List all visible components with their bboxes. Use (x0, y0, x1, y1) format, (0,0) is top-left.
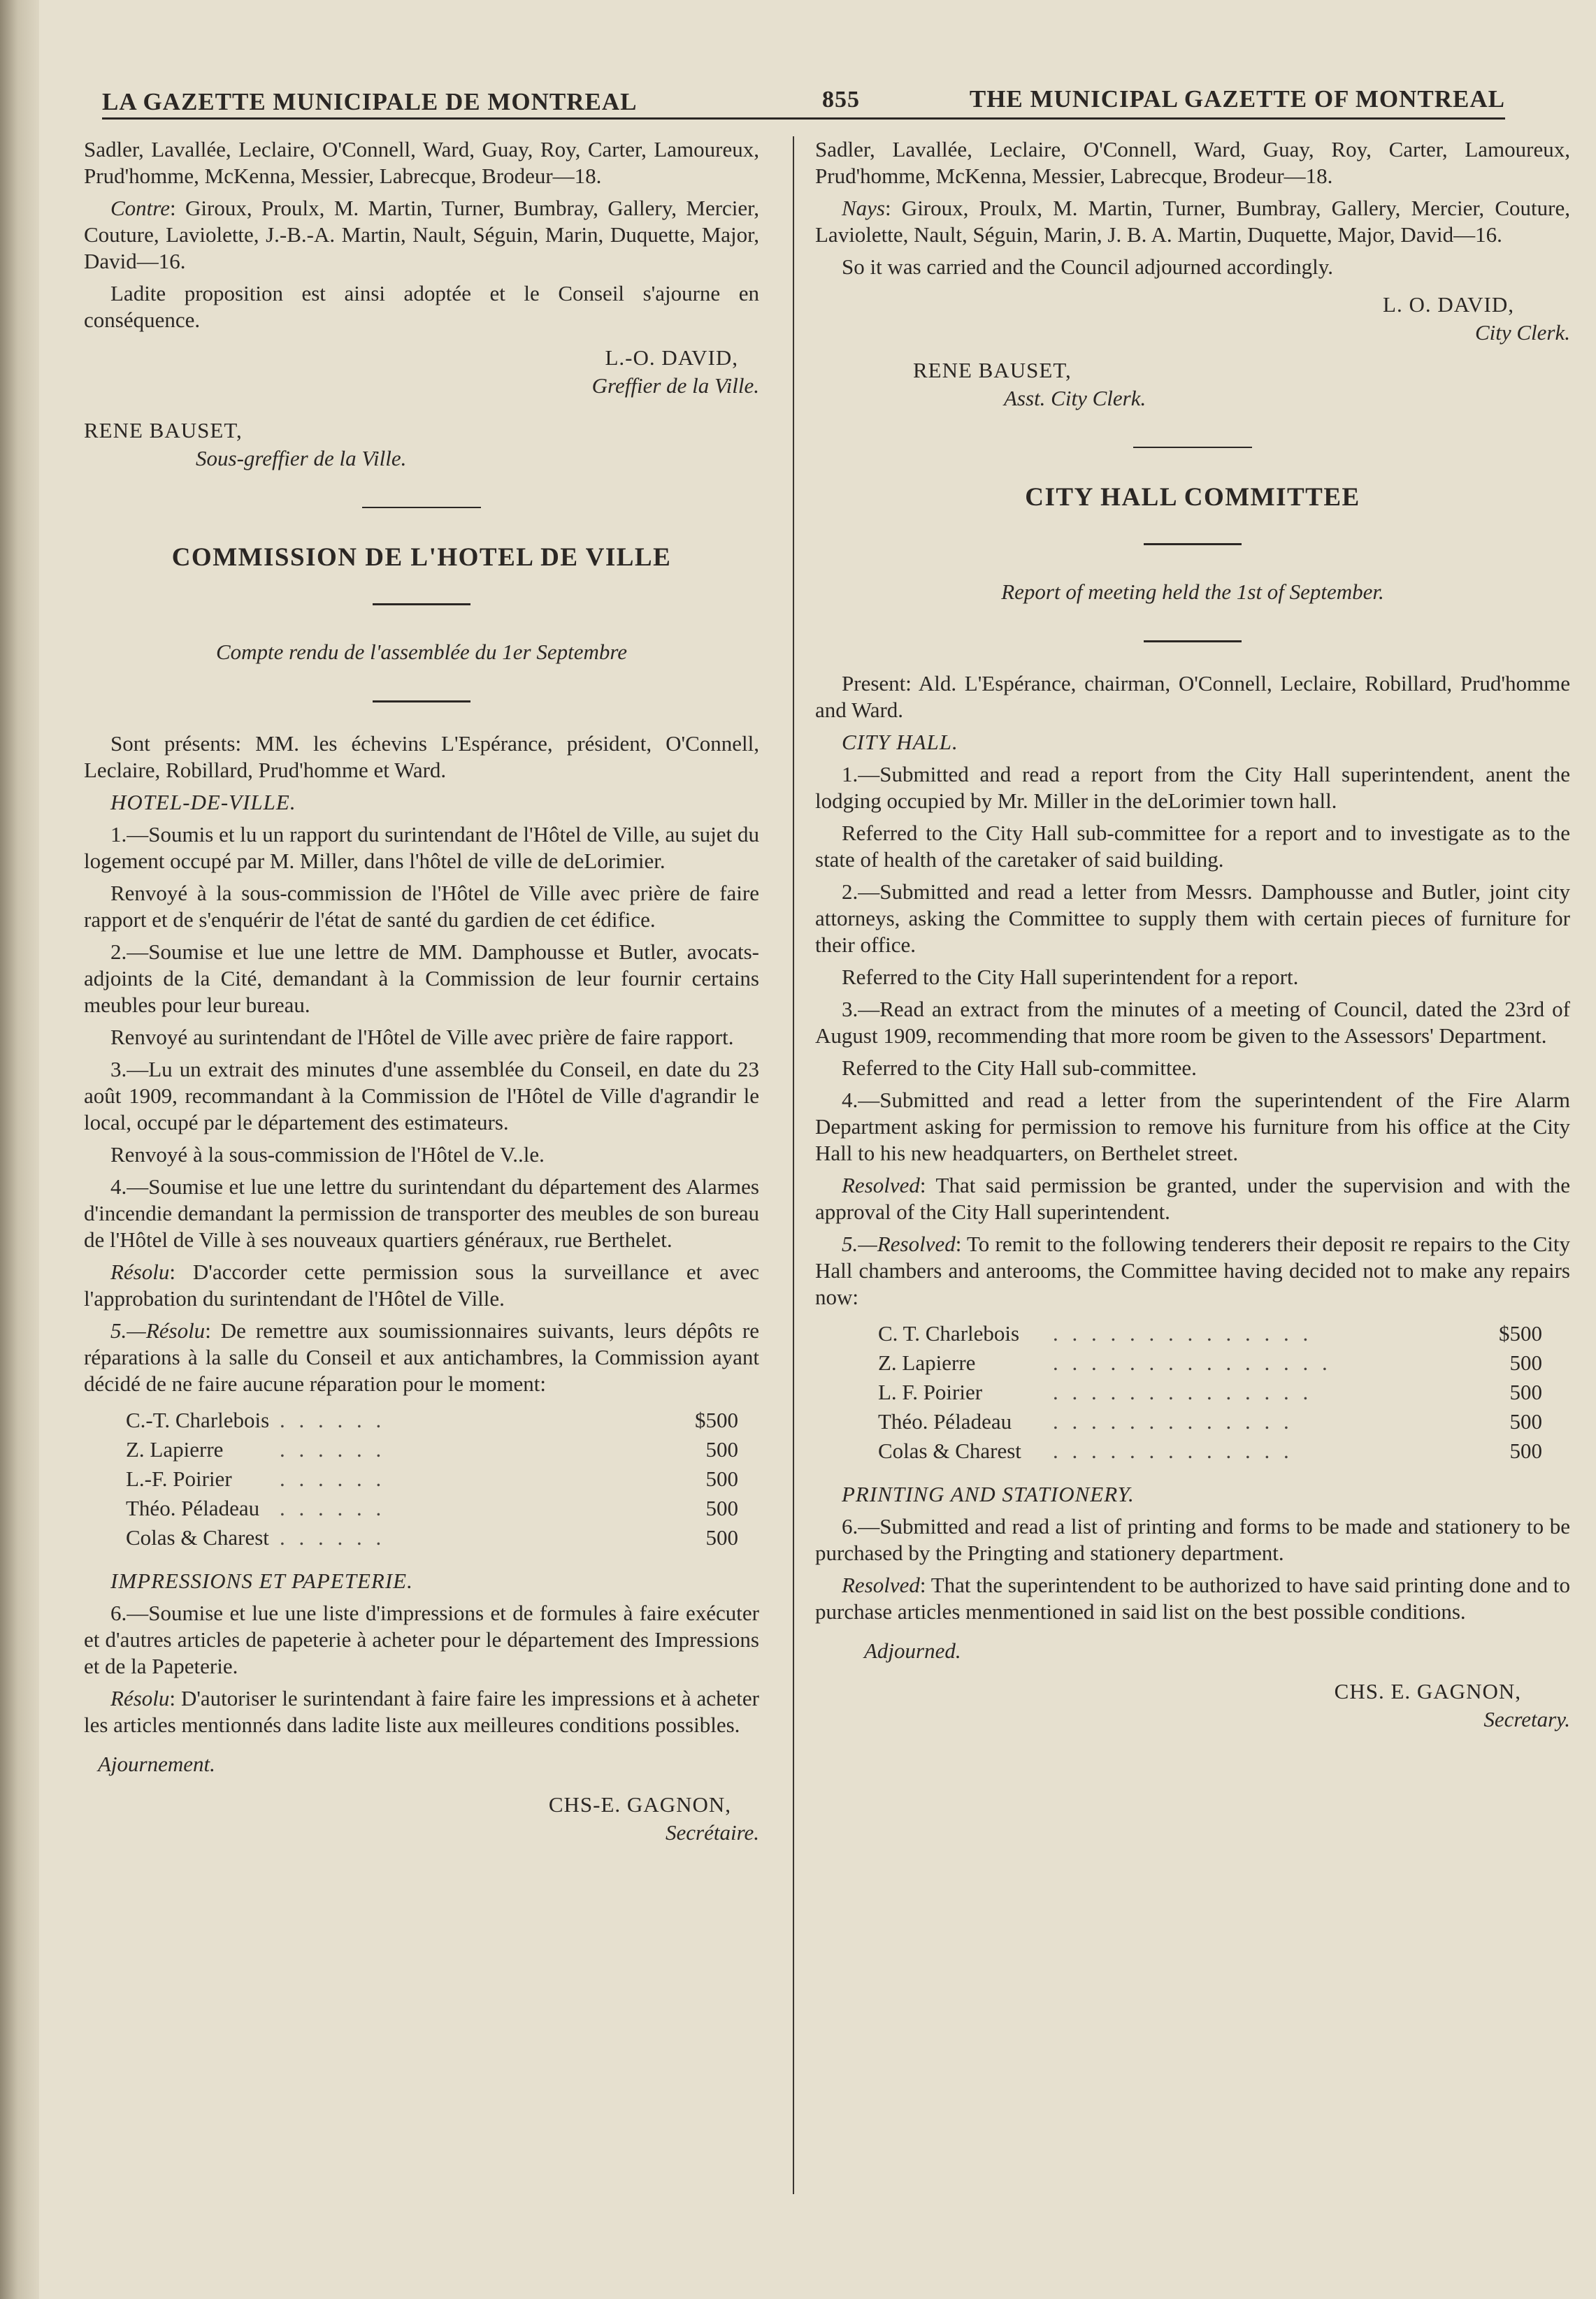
secretary-title: Secretary. (1483, 1707, 1570, 1731)
tender-row (815, 1319, 1570, 1348)
asst-clerk-signature (84, 417, 759, 476)
tender-row (815, 1407, 1570, 1436)
resolution-text: : D'autoriser le surintendant à faire faire les impressions et à acheter les articles mentionnés dans ladite liste aux meilleures conditions possibles. (84, 1686, 759, 1737)
adjourned-note: Ajournement. (98, 1752, 215, 1776)
tender-dots: . . . . . . . . . . . . . (1053, 1439, 1293, 1463)
tender-dots: . . . . . . . . . . . . . . . (1053, 1350, 1332, 1375)
title-rule (373, 603, 470, 605)
header-rule (102, 117, 1505, 120)
item-5 (84, 1318, 759, 1397)
section-separator (362, 507, 481, 508)
clerk-signature (84, 345, 759, 403)
asst-clerk-name: RENE BAUSET, (84, 418, 243, 442)
vote-nays (815, 195, 1570, 248)
clerk-name: L. O. DAVID, (1383, 292, 1514, 317)
resolution-text: : That said permission be granted, under the supervision and with the approval of the City Hall superintendent. (815, 1173, 1570, 1224)
item-5-label: 5.—Résolu (110, 1318, 206, 1343)
subtitle-rule (1144, 640, 1242, 642)
tender-name: Z. Lapierre (878, 1350, 976, 1375)
secretary-signature (84, 1792, 759, 1850)
tender-row (815, 1378, 1570, 1407)
secretary-name: CHS-E. GAGNON, (548, 1792, 731, 1817)
item-6: 6.—Submitted and read a list of printing and forms to be made and stationery to be purchased by the Pringting and stationery department. (815, 1514, 1570, 1565)
gazette-page (39, 0, 1596, 2299)
item-5 (815, 1231, 1570, 1311)
item-4: 4.—Soumise et lue une lettre du surintendant du département des Alarmes d'incendie demandant la permission de transporter des meubles de son bureau de l'Hôtel de Ville à ses nouveaux quartiers généraux, rue Berthelet. (84, 1174, 759, 1252)
book-gutter-shadow (0, 0, 39, 2299)
item-6-resolution (84, 1685, 759, 1738)
section-head-printing: PRINTING AND STATIONERY. (842, 1482, 1135, 1506)
item-1: 1.—Submitted and read a report from the City Hall superintendent, anent the lodging occupied by Mr. Miller in the deLorimier town hall. (815, 762, 1570, 813)
item-6: 6.—Soumise et lue une liste d'impressions et de formules à faire exécuter et d'autres articles de papeterie à acheter pour le département des Impressions et de la Papeterie. (84, 1601, 759, 1678)
tender-amount: 500 (1509, 1350, 1542, 1375)
clerk-title: Greffier de la Ville. (591, 373, 759, 398)
english-column (815, 136, 1570, 1737)
clerk-name: L.-O. DAVID, (605, 345, 738, 370)
item-4-resolution (84, 1259, 759, 1312)
tender-amount: $500 (695, 1408, 738, 1432)
asst-clerk-title: Asst. City Clerk. (1004, 386, 1146, 410)
item-5-text: : De remettre aux soumissionnaires suivants, leurs dépôts re réparations à la salle du Conseil et aux antichambres, la Commission ayant décidé de ne faire aucune réparation pour le moment: (84, 1318, 759, 1396)
vote-nays-text: : Giroux, Proulx, M. Martin, Turner, Bumbray, Gallery, Mercier, Couture, Laviolette, Nault, Séguin, Marin, J. B. A. Martin, Duquette, Major, David—16. (815, 196, 1570, 247)
asst-clerk-title: Sous-greffier de la Ville. (196, 446, 407, 470)
tender-name: C.-T. Charlebois (126, 1408, 270, 1432)
french-column (84, 136, 759, 1850)
section-head-city-hall: CITY HALL. (842, 730, 958, 754)
page-number: 855 (822, 87, 860, 113)
section-head-city-hall: HOTEL-DE-VILLE. (110, 790, 296, 814)
tender-name: Colas & Charest (878, 1439, 1021, 1463)
tender-dots: . . . . . . (280, 1408, 386, 1432)
tender-name: L.-F. Poirier (126, 1466, 232, 1491)
tender-amount: 500 (705, 1437, 738, 1462)
resolution-label: Résolu (110, 1260, 170, 1284)
clerk-title: City Clerk. (1474, 320, 1570, 345)
section-separator (1133, 447, 1252, 448)
tender-amount: 500 (1509, 1439, 1542, 1463)
tender-row (84, 1435, 759, 1464)
item-5-text: : To remit to the following tenderers their deposit re repairs to the City Hall chambers and anterooms, the Committee having decided not to make any repairs now: (815, 1232, 1570, 1309)
tender-amount: 500 (1509, 1380, 1542, 1404)
section-title: CITY HALL COMMITTEE (1025, 483, 1360, 512)
item-1-referral: Referred to the City Hall sub-committee for a report and to investigate as to the state of health of the caretaker of said building. (815, 821, 1570, 872)
item-2-referral: Referred to the City Hall superintendent for a report. (842, 965, 1299, 989)
header-title-french: LA GAZETTE MUNICIPALE DE MONTREAL (102, 88, 638, 115)
resolution-label: Resolved (842, 1573, 920, 1597)
present-members: Present: Ald. L'Espérance, chairman, O'Connell, Leclaire, Robillard, Prud'homme and Ward. (815, 671, 1570, 722)
tender-name: Théo. Péladeau (126, 1496, 260, 1520)
tender-row (84, 1494, 759, 1523)
tender-amount: 500 (1509, 1409, 1542, 1434)
item-6-resolution (815, 1572, 1570, 1625)
vote-yeas: Sadler, Lavallée, Leclaire, O'Connell, Ward, Guay, Roy, Carter, Lamoureux, Prud'homme, McKenna, Messier, Labrecque, Brodeur—18. (84, 137, 759, 188)
secretary-signature (815, 1678, 1570, 1737)
tender-row (815, 1436, 1570, 1466)
asst-clerk-signature (913, 357, 1570, 416)
meeting-subtitle: Compte rendu de l'assemblée du 1er Septembre (215, 640, 628, 664)
clerk-signature (815, 291, 1570, 350)
tender-dots: . . . . . . (280, 1437, 386, 1462)
tender-dots: . . . . . . (280, 1496, 386, 1520)
tender-name: Théo. Péladeau (878, 1409, 1012, 1434)
vote-yeas: Sadler, Lavallée, Leclaire, O'Connell, Ward, Guay, Roy, Carter, Lamoureux, Prud'homme, McKenna, Messier, Labrecque, Brodeur—18. (815, 137, 1570, 188)
tender-row (84, 1523, 759, 1552)
adoption-statement: So it was carried and the Council adjourned accordingly. (842, 254, 1334, 279)
asst-clerk-name: RENE BAUSET, (913, 358, 1072, 382)
title-rule (1144, 543, 1242, 545)
item-3: 3.—Read an extract from the minutes of a meeting of Council, dated the 23rd of August 1909, recommending that more room be given to the Assessors' Department. (815, 997, 1570, 1048)
secretary-name: CHS. E. GAGNON, (1334, 1679, 1521, 1703)
tender-row (84, 1406, 759, 1435)
header-title-english: THE MUNICIPAL GAZETTE OF MONTREAL (969, 85, 1505, 113)
tender-name: L. F. Poirier (878, 1380, 983, 1404)
adoption-statement: Ladite proposition est ainsi adoptée et le Conseil s'ajourne en conséquence. (84, 281, 759, 332)
resolution-label: Resolved (842, 1173, 920, 1197)
tender-dots: . . . . . . . . . . . . . . (1053, 1380, 1313, 1404)
tender-amount: 500 (705, 1466, 738, 1491)
tender-table (84, 1406, 759, 1552)
tender-row (84, 1464, 759, 1494)
resolution-label: Résolu (110, 1686, 170, 1710)
vote-nays-text: : Giroux, Proulx, M. Martin, Turner, Bumbray, Gallery, Mercier, Couture, Laviolette, J.-B.-A. Martin, Nault, Séguin, Marin, Duquette, Major, David—16. (84, 196, 759, 273)
item-5-label: 5.—Resolved (842, 1232, 956, 1256)
vote-nays-label: Contre (110, 196, 170, 220)
item-3-referral: Renvoyé à la sous-commission de l'Hôtel de V..le. (110, 1142, 545, 1167)
subtitle-rule (373, 700, 470, 702)
item-4: 4.—Submitted and read a letter from the superintendent of the Fire Alarm Department asking for permission to remove his furniture from his office at the City Hall to his new headquarters, on Berthelet street. (815, 1088, 1570, 1165)
tender-dots: . . . . . . . . . . . . . . (1053, 1321, 1313, 1346)
vote-nays-label: Nays (842, 196, 885, 220)
meeting-subtitle: Report of meeting held the 1st of September. (1001, 579, 1384, 604)
tender-dots: . . . . . . . . . . . . . (1053, 1409, 1293, 1434)
item-1-referral: Renvoyé à la sous-commission de l'Hôtel de Ville avec prière de faire rapport et de s'enquérir de l'état de santé du gardien de cet édifice. (84, 881, 759, 932)
item-4-resolution (815, 1172, 1570, 1225)
tender-row (815, 1348, 1570, 1378)
item-2: 2.—Submitted and read a letter from Messrs. Damphousse and Butler, joint city attorneys, asking the Committee to supply them with certain pieces of furniture for their office. (815, 879, 1570, 957)
resolution-text: : That the superintendent to be authorized to have said printing done and to purchase articles menmentioned in said list on the best possible conditions. (815, 1573, 1570, 1624)
tender-amount: $500 (1499, 1321, 1542, 1346)
tender-dots: . . . . . . (280, 1525, 386, 1550)
item-3-referral: Referred to the City Hall sub-committee. (842, 1055, 1197, 1080)
tender-name: Colas & Charest (126, 1525, 269, 1550)
section-head-printing: IMPRESSIONS ET PAPETERIE. (110, 1569, 413, 1593)
tender-name: C. T. Charlebois (878, 1321, 1020, 1346)
item-1: 1.—Soumis et lu un rapport du surintendant de l'Hôtel de Ville, au sujet du logement occupé par M. Miller, dans l'hôtel de ville de deLorimier. (84, 822, 759, 873)
tender-name: Z. Lapierre (126, 1437, 224, 1462)
item-2: 2.—Soumise et lue une lettre de MM. Damphousse et Butler, avocats-adjoints de la Cité, demandant à la Commission de leur fournir certains meubles pour leur bureau. (84, 939, 759, 1017)
tender-dots: . . . . . . (280, 1466, 386, 1491)
vote-nays (84, 195, 759, 275)
item-2-referral: Renvoyé au surintendant de l'Hôtel de Ville avec prière de faire rapport. (110, 1025, 734, 1049)
adjourned-note: Adjourned. (864, 1638, 961, 1663)
item-3: 3.—Lu un extrait des minutes d'une assemblée du Conseil, en date du 23 août 1909, recommandant à la Commission de l'Hôtel de Ville d'agrandir le local, occupé par le département des estimateurs. (84, 1057, 759, 1134)
tender-table (815, 1319, 1570, 1466)
present-members: Sont présents: MM. les échevins L'Espérance, président, O'Connell, Leclaire, Robillard, Prud'homme et Ward. (84, 731, 759, 782)
tender-amount: 500 (705, 1525, 738, 1550)
secretary-title: Secrétaire. (666, 1820, 759, 1845)
column-divider (793, 136, 794, 2194)
tender-amount: 500 (705, 1496, 738, 1520)
resolution-text: : D'accorder cette permission sous la surveillance et avec l'approbation du surintendant de l'Hôtel de Ville. (84, 1260, 759, 1311)
section-title: COMMISSION DE L'HOTEL DE VILLE (171, 543, 672, 572)
